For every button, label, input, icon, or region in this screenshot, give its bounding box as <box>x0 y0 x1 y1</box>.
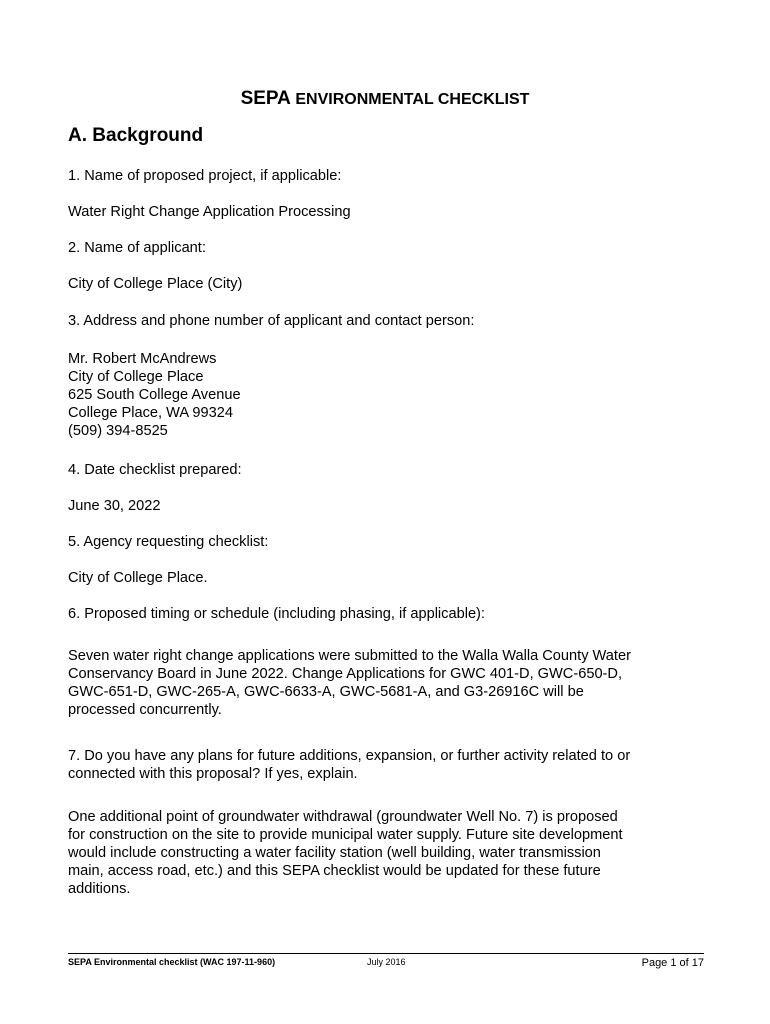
question-line: connected with this proposal? If yes, explain. <box>68 766 358 782</box>
answer-line: Mr. Robert McAndrews <box>68 351 217 367</box>
question-5: 5. Agency requesting checklist: <box>68 534 269 550</box>
document-title <box>0 88 770 110</box>
title-rest: ENVIRONMENTAL CHECKLIST <box>290 91 530 108</box>
answer-line: June 30, 2022 <box>68 498 161 514</box>
answer-line: 625 South College Avenue <box>68 387 241 403</box>
answer-line: Water Right Change Application Processing <box>68 204 351 220</box>
footer-document-name: SEPA Environmental checklist (WAC 197-11-960) <box>68 957 276 967</box>
answer-5 <box>68 569 708 587</box>
footer-page-number: Page 1 of 17 <box>641 957 704 969</box>
answer-line: would include constructing a water facility station (well building, water transmission <box>68 845 601 861</box>
answer-6 <box>68 647 708 719</box>
answer-line: additions. <box>68 881 131 897</box>
answer-2 <box>68 275 708 293</box>
answer-line: GWC-651-D, GWC-265-A, GWC-6633-A, GWC-5681-A, and G3-26916C will be <box>68 684 584 700</box>
answer-4 <box>68 497 708 515</box>
footer-divider <box>68 953 704 954</box>
answer-line: College Place, WA 99324 <box>68 405 233 421</box>
answer-line: processed concurrently. <box>68 702 222 718</box>
question-4: 4. Date checklist prepared: <box>68 462 242 478</box>
question-line: 7. Do you have any plans for future additions, expansion, or further activity related to or <box>68 748 631 764</box>
answer-7 <box>68 808 708 898</box>
answer-line: for construction on the site to provide municipal water supply. Future site development <box>68 827 623 843</box>
answer-line: One additional point of groundwater withdrawal (groundwater Well No. 7) is proposed <box>68 809 618 825</box>
footer-date: July 2016 <box>367 957 406 967</box>
answer-line: (509) 394-8525 <box>68 423 168 439</box>
answer-line: Seven water right change applications were submitted to the Walla Walla County Water <box>68 648 631 664</box>
question-2: 2. Name of applicant: <box>68 240 206 256</box>
answer-line: main, access road, etc.) and this SEPA checklist would be updated for these future <box>68 863 601 879</box>
title-prefix: SEPA <box>240 88 291 109</box>
question-6: 6. Proposed timing or schedule (including phasing, if applicable): <box>68 606 485 622</box>
answer-line: Conservancy Board in June 2022. Change Applications for GWC 401-D, GWC-650-D, <box>68 666 623 682</box>
answer-line: City of College Place (City) <box>68 276 243 292</box>
question-7 <box>68 747 708 783</box>
question-1: 1. Name of proposed project, if applicable: <box>68 168 342 184</box>
section-heading: A. Background <box>68 125 204 146</box>
answer-line: City of College Place. <box>68 570 208 586</box>
answer-line: City of College Place <box>68 369 204 385</box>
answer-3 <box>68 350 708 440</box>
question-3: 3. Address and phone number of applicant and contact person: <box>68 313 475 329</box>
answer-1 <box>68 203 708 221</box>
